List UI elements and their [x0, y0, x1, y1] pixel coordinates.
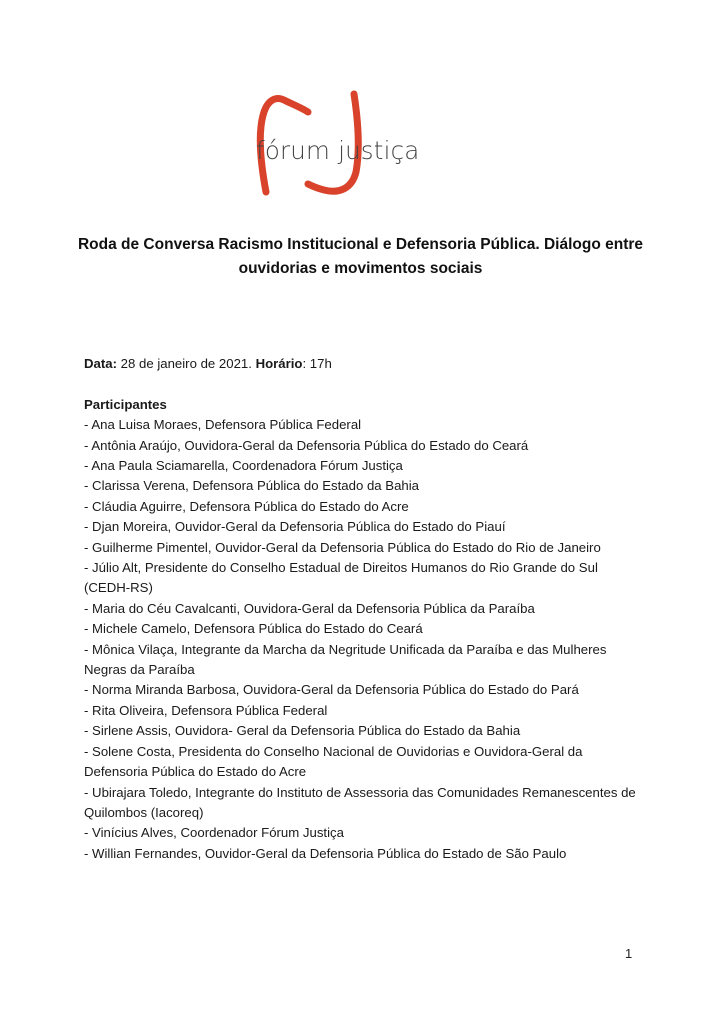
- participant-item: - Djan Moreira, Ouvidor-Geral da Defensoria Pública do Estado do Piauí: [84, 519, 506, 535]
- document-body: [84, 354, 644, 864]
- logo-text: fórum justiça: [256, 136, 420, 165]
- participant-item: - Rita Oliveira, Defensora Pública Federal: [84, 702, 328, 718]
- participant-item: - Sirlene Assis, Ouvidora- Geral da Defensoria Pública do Estado da Bahia: [84, 723, 521, 739]
- participant-item: - Willian Fernandes, Ouvidor-Geral da Defensoria Pública do Estado de São Paulo: [84, 845, 567, 861]
- participant-item: - Solene Costa, Presidenta do Conselho Nacional de Ouvidorias e Ouvidora-Geral da Defensoria Pública do Estado do Acre: [84, 743, 583, 780]
- participant-item: - Antônia Araújo, Ouvidora-Geral da Defensoria Pública do Estado do Ceará: [84, 437, 529, 453]
- participant-item: - Mônica Vilaça, Integrante da Marcha da Negritude Unificada da Paraíba e das Mulheres Negras da Paraíba: [84, 641, 607, 678]
- participant-item: - Ubirajara Toledo, Integrante do Instituto de Assessoria das Comunidades Remanescentes de Quilombos (Iacoreq): [84, 784, 636, 820]
- participant-item: - Guilherme Pimentel, Ouvidor-Geral da Defensoria Pública do Estado do Rio de Janeiro: [84, 539, 601, 555]
- participant-item: - Júlio Alt, Presidente do Conselho Estadual de Direitos Humanos do Rio Grande do Sul (CEDH-RS): [84, 560, 598, 596]
- participant-item: - Clarissa Verena, Defensora Pública do Estado da Bahia: [84, 478, 420, 494]
- participants-heading: Participantes: [84, 396, 167, 412]
- participant-item: - Ana Paula Sciamarella, Coordenadora Fórum Justiça: [84, 458, 403, 474]
- participant-item: - Maria do Céu Cavalcanti, Ouvidora-Geral da Defensoria Pública da Paraíba: [84, 600, 535, 616]
- participant-item: - Norma Miranda Barbosa, Ouvidora-Geral da Defensoria Pública do Estado do Pará: [84, 682, 579, 698]
- page-number: 1: [625, 946, 633, 961]
- date-time-line: [84, 354, 644, 374]
- forum-justica-logo: [250, 90, 440, 200]
- document-title: Roda de Conversa Racismo Institucional e Defensoria Pública. Diálogo entre ouvidorias e movimentos sociais: [77, 236, 644, 277]
- time-label: Horário: [255, 356, 303, 371]
- time-value: : 17h: [302, 356, 332, 371]
- participant-item: - Ana Luisa Moraes, Defensora Pública Federal: [84, 417, 362, 433]
- participant-item: - Cláudia Aguirre, Defensora Pública do Estado do Acre: [84, 498, 409, 514]
- participant-item: - Michele Camelo, Defensora Pública do Estado do Ceará: [84, 621, 423, 637]
- participants-list: [84, 415, 644, 864]
- date-label: Data:: [84, 356, 117, 371]
- date-value: 28 de janeiro de 2021.: [116, 356, 256, 371]
- participant-item: - Vinícius Alves, Coordenador Fórum Justiça: [84, 825, 344, 841]
